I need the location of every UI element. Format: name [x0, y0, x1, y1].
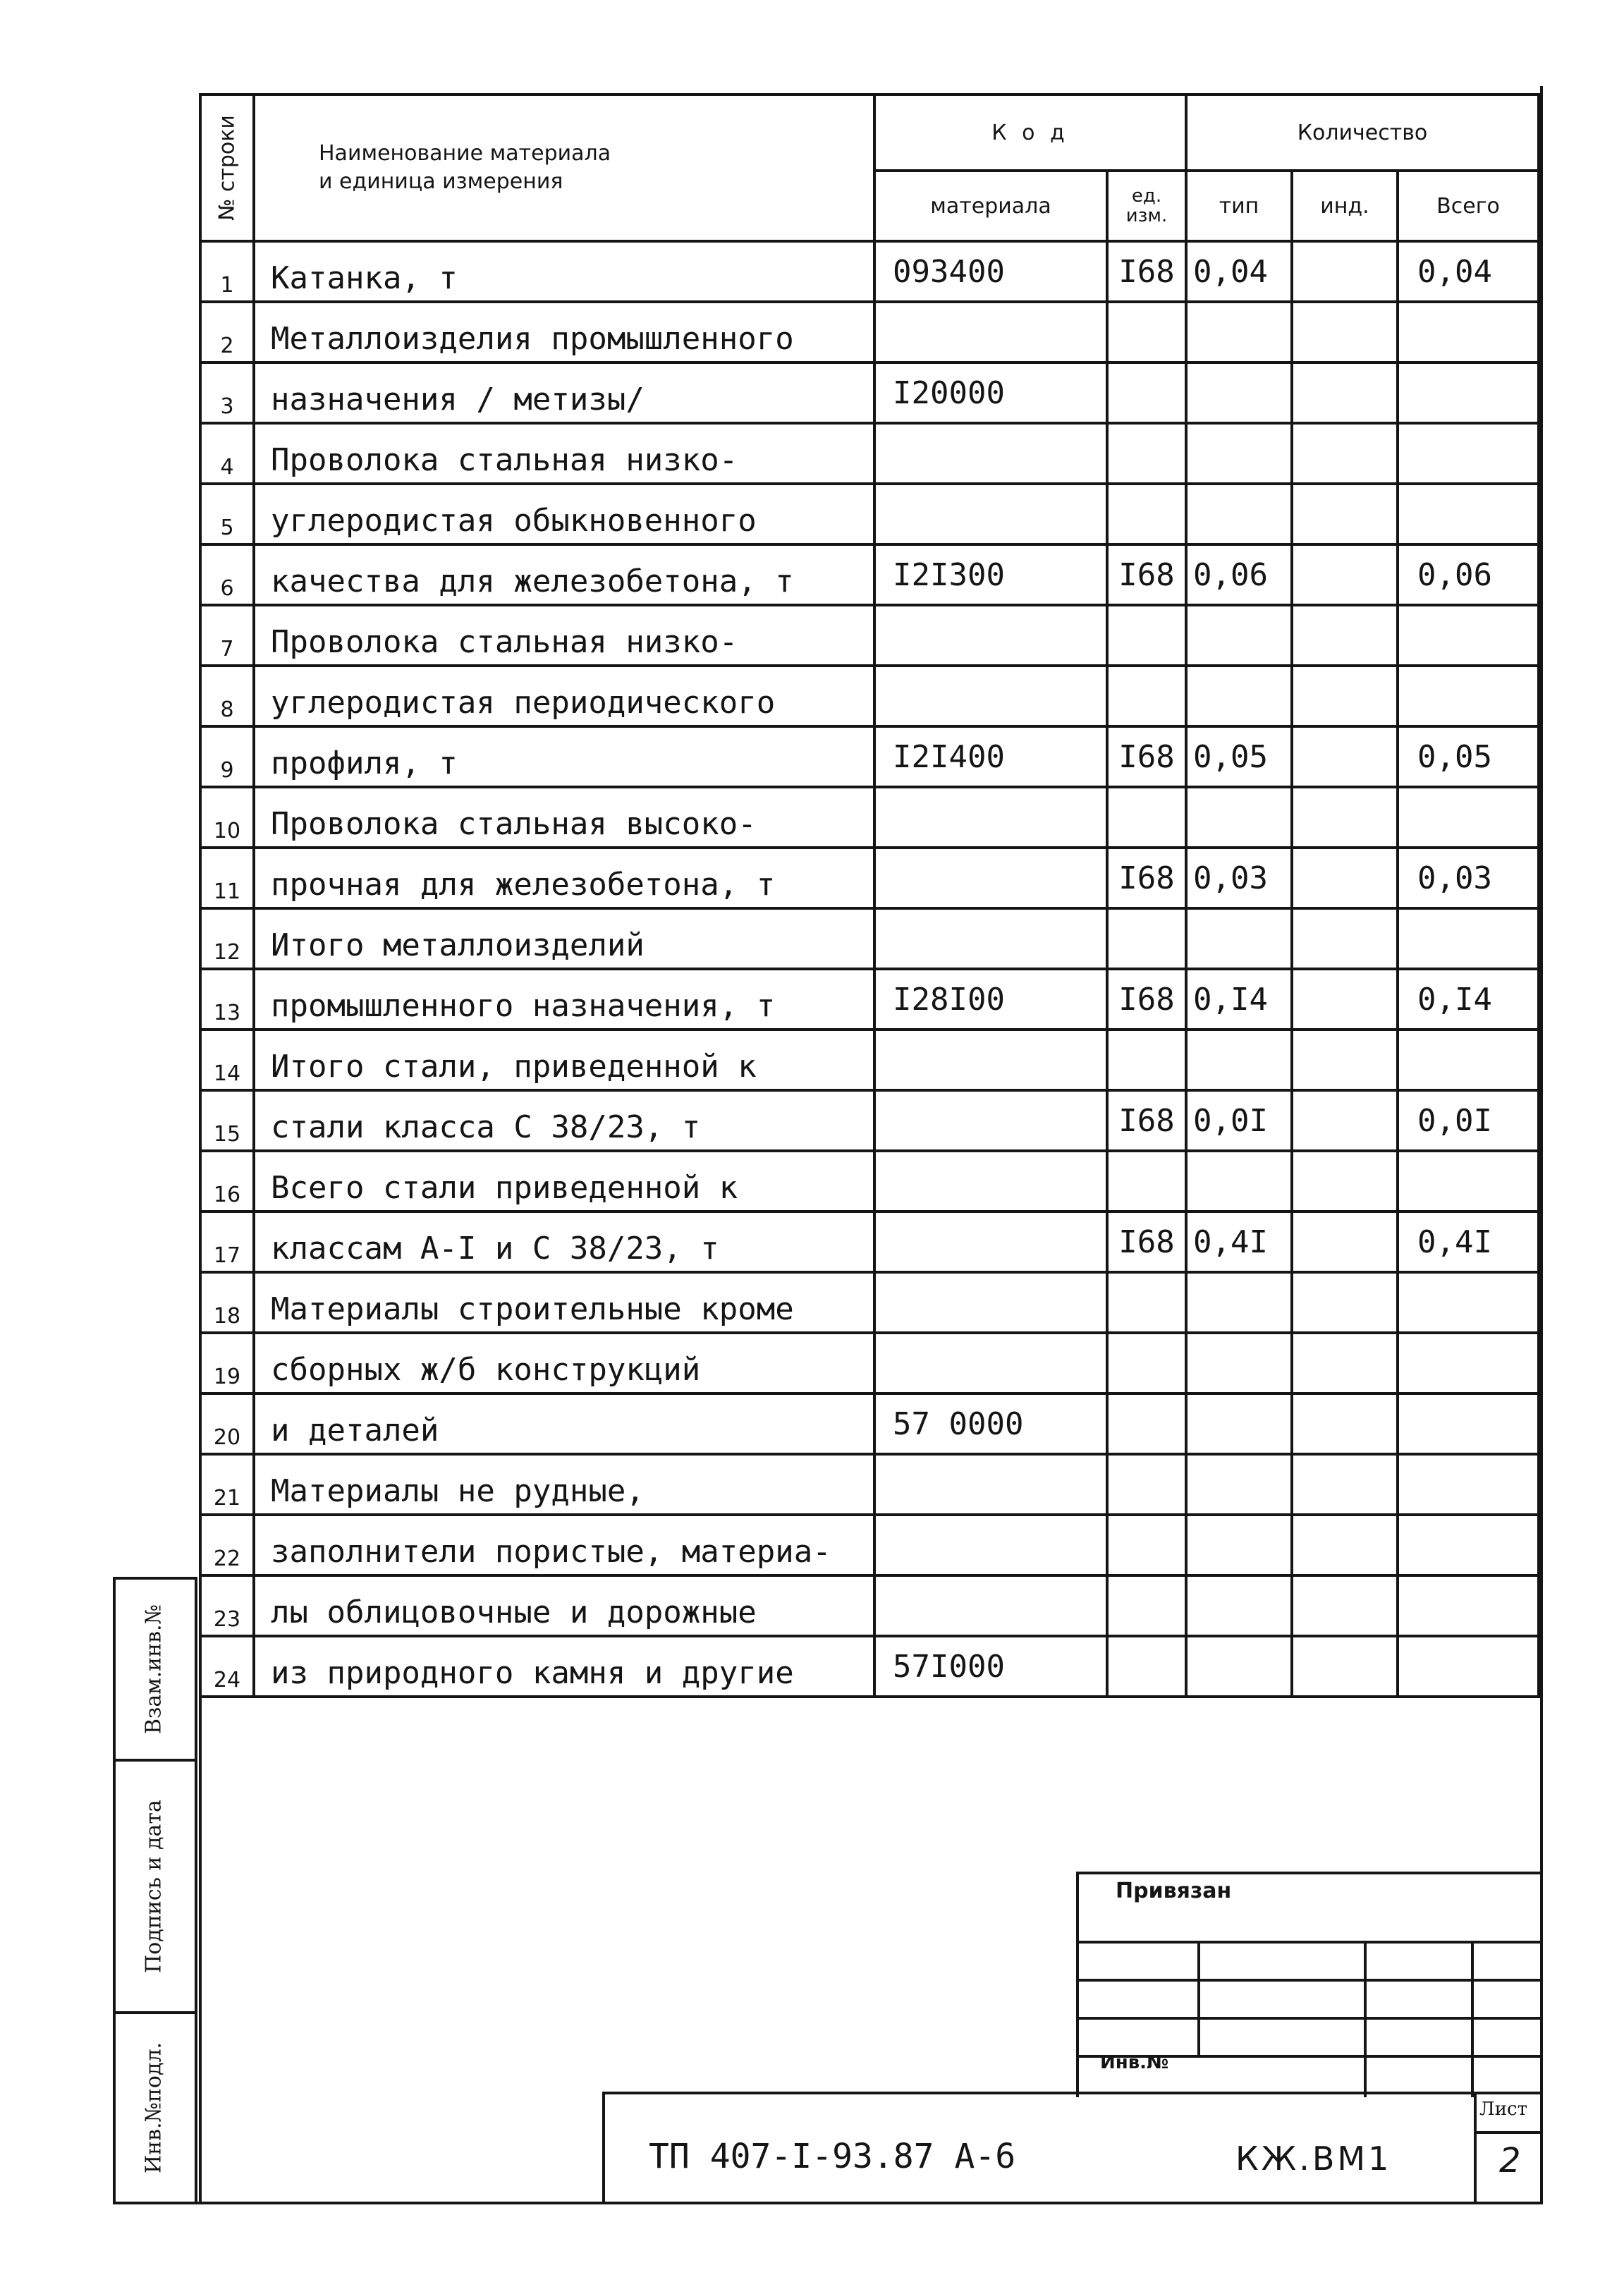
qty-ind [1292, 241, 1398, 302]
qty-typ: 0,06 [1186, 544, 1292, 605]
titleblock-left [602, 2092, 605, 2204]
material-code [874, 787, 1107, 848]
unit-code: I68 [1107, 241, 1186, 302]
unit-code [1107, 1575, 1186, 1636]
qty-ind [1292, 1272, 1398, 1333]
qty-typ [1186, 908, 1292, 969]
table-row [200, 1393, 1539, 1454]
stamp-grid-v2 [1364, 1941, 1367, 2097]
row-number: 15 [200, 1090, 254, 1151]
qty-total [1398, 787, 1539, 848]
material-code [874, 1151, 1107, 1212]
qty-total: 0,4I [1398, 1212, 1539, 1272]
qty-total [1398, 1272, 1539, 1333]
table-row [200, 484, 1539, 544]
qty-total [1398, 1515, 1539, 1575]
unit-code: I68 [1107, 726, 1186, 787]
qty-typ [1186, 1272, 1292, 1333]
qty-total [1398, 1636, 1539, 1697]
side-label-vzam: Взам.инв.№ [141, 1604, 166, 1734]
row-number: 10 [200, 787, 254, 848]
material-code: 57I000 [874, 1636, 1107, 1697]
material-name: углеродистая периодического [254, 666, 874, 726]
table-row [200, 1454, 1539, 1515]
header-code-unit: ед. изм. [1107, 171, 1186, 241]
table-row [200, 1212, 1539, 1272]
material-code [874, 1030, 1107, 1090]
qty-ind [1292, 969, 1398, 1030]
side-box-inv-podl [113, 2011, 197, 2204]
qty-ind [1292, 848, 1398, 908]
header-qty-typ: тип [1186, 171, 1292, 241]
material-code [874, 1575, 1107, 1636]
qty-typ: 0,05 [1186, 726, 1292, 787]
side-box-podpis [113, 1759, 197, 2014]
header-qty-ind: инд. [1292, 171, 1398, 241]
table-row [200, 241, 1539, 302]
qty-typ [1186, 1151, 1292, 1212]
header-code-group: К о д [874, 94, 1186, 171]
unit-code [1107, 1515, 1186, 1575]
row-number: 5 [200, 484, 254, 544]
qty-total: 0,03 [1398, 848, 1539, 908]
qty-ind [1292, 1393, 1398, 1454]
qty-typ: 0,I4 [1186, 969, 1292, 1030]
row-number: 19 [200, 1333, 254, 1393]
material-code [874, 1333, 1107, 1393]
unit-code [1107, 423, 1186, 484]
unit-code [1107, 1030, 1186, 1090]
side-label-podpis: Подпись и дата [141, 1800, 166, 1973]
material-code: I20000 [874, 362, 1107, 423]
titleblock-sheet-line [1474, 2131, 1543, 2134]
qty-ind [1292, 362, 1398, 423]
doc-mark: КЖ.ВМ1 [1235, 2140, 1392, 2178]
material-name: Материалы не рудные, [254, 1454, 874, 1515]
table-row [200, 787, 1539, 848]
row-number: 24 [200, 1636, 254, 1697]
row-number: 2 [200, 302, 254, 362]
qty-typ: 0,04 [1186, 241, 1292, 302]
privyazan-label: Привязан [1116, 1879, 1232, 1903]
table-row [200, 1030, 1539, 1090]
stamp-left [1076, 1872, 1079, 2097]
row-number: 3 [200, 362, 254, 423]
row-number: 1 [200, 241, 254, 302]
qty-total [1398, 1454, 1539, 1515]
frame-bottom [113, 2202, 1543, 2204]
table-row [200, 908, 1539, 969]
row-number: 16 [200, 1151, 254, 1212]
material-name: стали класса С 38/23, т [254, 1090, 874, 1151]
table-row [200, 1151, 1539, 1212]
material-name: классам А-I и С 38/23, т [254, 1212, 874, 1272]
material-name: Итого металлоизделий [254, 908, 874, 969]
table-row [200, 1636, 1539, 1697]
row-number: 23 [200, 1575, 254, 1636]
material-name: сборных ж/б конструкций [254, 1333, 874, 1393]
table-row [200, 1090, 1539, 1151]
qty-total [1398, 362, 1539, 423]
qty-ind [1292, 1636, 1398, 1697]
unit-code: I68 [1107, 848, 1186, 908]
qty-total [1398, 1151, 1539, 1212]
qty-typ [1186, 1393, 1292, 1454]
sheet-number: 2 [1499, 2141, 1521, 2180]
qty-typ [1186, 1515, 1292, 1575]
qty-ind [1292, 484, 1398, 544]
qty-total [1398, 1393, 1539, 1454]
material-name: Материалы строительные кроме [254, 1272, 874, 1333]
unit-code [1107, 1272, 1186, 1333]
row-number: 17 [200, 1212, 254, 1272]
unit-code [1107, 666, 1186, 726]
unit-code: I68 [1107, 544, 1186, 605]
unit-code [1107, 1151, 1186, 1212]
row-number: 18 [200, 1272, 254, 1333]
unit-code: I68 [1107, 1090, 1186, 1151]
unit-code [1107, 787, 1186, 848]
qty-ind [1292, 1212, 1398, 1272]
material-code [874, 1272, 1107, 1333]
qty-typ [1186, 484, 1292, 544]
material-name: и деталей [254, 1393, 874, 1454]
table-row [200, 1515, 1539, 1575]
material-name: Катанка, т [254, 241, 874, 302]
qty-typ [1186, 1636, 1292, 1697]
table-row [200, 666, 1539, 726]
material-name: Всего стали приведенной к [254, 1151, 874, 1212]
material-name: прочная для железобетона, т [254, 848, 874, 908]
side-box-vzam [113, 1577, 197, 1762]
row-number: 12 [200, 908, 254, 969]
material-name: качества для железобетона, т [254, 544, 874, 605]
qty-ind [1292, 1030, 1398, 1090]
material-name: лы облицовочные и дорожные [254, 1575, 874, 1636]
material-name: Итого стали, приведенной к [254, 1030, 874, 1090]
material-code [874, 666, 1107, 726]
material-name: промышленного назначения, т [254, 969, 874, 1030]
qty-total [1398, 423, 1539, 484]
stamp-grid-v1 [1197, 1941, 1200, 2055]
material-code [874, 605, 1107, 666]
material-code [874, 484, 1107, 544]
header-code-material: материала [874, 171, 1107, 241]
qty-typ [1186, 605, 1292, 666]
qty-typ: 0,4I [1186, 1212, 1292, 1272]
unit-code [1107, 1393, 1186, 1454]
table-row [200, 848, 1539, 908]
unit-code: I68 [1107, 969, 1186, 1030]
qty-total [1398, 666, 1539, 726]
qty-typ [1186, 302, 1292, 362]
qty-ind [1292, 605, 1398, 666]
header-material-name: Наименование материала и единица измерения [254, 94, 874, 241]
qty-typ [1186, 787, 1292, 848]
qty-ind [1292, 1090, 1398, 1151]
qty-ind [1292, 1333, 1398, 1393]
qty-total [1398, 1575, 1539, 1636]
row-number: 11 [200, 848, 254, 908]
qty-typ [1186, 1454, 1292, 1515]
qty-ind [1292, 302, 1398, 362]
material-code [874, 1515, 1107, 1575]
unit-code [1107, 484, 1186, 544]
table-row [200, 1333, 1539, 1393]
qty-ind [1292, 423, 1398, 484]
material-name: из природного камня и другие [254, 1636, 874, 1697]
table-row [200, 969, 1539, 1030]
table-row [200, 302, 1539, 362]
material-code [874, 1454, 1107, 1515]
header-qty-total: Всего [1398, 171, 1539, 241]
qty-ind [1292, 544, 1398, 605]
material-name: назначения / метизы/ [254, 362, 874, 423]
material-name: Проволока стальная низко- [254, 423, 874, 484]
inv-no-label: Инв.№ [1100, 2052, 1169, 2073]
table-row [200, 605, 1539, 666]
material-code: 093400 [874, 241, 1107, 302]
table-row [200, 544, 1539, 605]
table-row [200, 726, 1539, 787]
row-number: 8 [200, 666, 254, 726]
stamp-top [1076, 1872, 1543, 1874]
table-row [200, 1575, 1539, 1636]
row-number: 6 [200, 544, 254, 605]
qty-total: 0,04 [1398, 241, 1539, 302]
doc-code: ТП 407-I-93.87 А-6 [649, 2137, 1016, 2176]
material-name: Проволока стальная высоко- [254, 787, 874, 848]
material-name: профиля, т [254, 726, 874, 787]
row-number: 13 [200, 969, 254, 1030]
unit-code: I68 [1107, 1212, 1186, 1272]
material-name: Металлоизделия промышленного [254, 302, 874, 362]
sheet-label: Лист [1479, 2099, 1527, 2120]
qty-typ [1186, 666, 1292, 726]
qty-ind [1292, 1575, 1398, 1636]
unit-code [1107, 908, 1186, 969]
row-number: 9 [200, 726, 254, 787]
qty-ind [1292, 726, 1398, 787]
qty-ind [1292, 908, 1398, 969]
header-row-number: № строки [200, 94, 254, 241]
titleblock-top [602, 2092, 1543, 2094]
frame-left [199, 1647, 202, 2204]
material-code [874, 302, 1107, 362]
unit-code [1107, 1454, 1186, 1515]
material-code [874, 908, 1107, 969]
stamp-grid-v3 [1471, 1941, 1474, 2097]
table-row [200, 1272, 1539, 1333]
unit-code [1107, 1636, 1186, 1697]
qty-total [1398, 605, 1539, 666]
header-quantity-group: Количество [1186, 94, 1539, 171]
qty-typ [1186, 1333, 1292, 1393]
material-name: углеродистая обыкновенного [254, 484, 874, 544]
material-code [874, 423, 1107, 484]
qty-total: 0,06 [1398, 544, 1539, 605]
qty-ind [1292, 1454, 1398, 1515]
unit-code [1107, 302, 1186, 362]
qty-ind [1292, 666, 1398, 726]
table-row [200, 423, 1539, 484]
material-code [874, 1090, 1107, 1151]
qty-ind [1292, 787, 1398, 848]
unit-code [1107, 1333, 1186, 1393]
qty-total [1398, 1030, 1539, 1090]
qty-typ [1186, 1575, 1292, 1636]
material-code [874, 1212, 1107, 1272]
frame-right [1540, 86, 1543, 2204]
qty-typ [1186, 362, 1292, 423]
table-row [200, 362, 1539, 423]
qty-typ: 0,0I [1186, 1090, 1292, 1151]
qty-total [1398, 484, 1539, 544]
row-number: 20 [200, 1393, 254, 1454]
qty-typ [1186, 423, 1292, 484]
qty-typ: 0,03 [1186, 848, 1292, 908]
qty-total: 0,I4 [1398, 969, 1539, 1030]
qty-ind [1292, 1515, 1398, 1575]
row-number: 22 [200, 1515, 254, 1575]
qty-total [1398, 1333, 1539, 1393]
row-number: 21 [200, 1454, 254, 1515]
qty-total: 0,05 [1398, 726, 1539, 787]
material-code [874, 848, 1107, 908]
side-label-inv-podl: Инв.№подл. [141, 2042, 166, 2174]
material-name: Проволока стальная низко- [254, 605, 874, 666]
qty-typ [1186, 1030, 1292, 1090]
materials-table [199, 93, 1540, 1698]
qty-ind [1292, 1151, 1398, 1212]
qty-total: 0,0I [1398, 1090, 1539, 1151]
material-code: I28I00 [874, 969, 1107, 1030]
material-code: I2I400 [874, 726, 1107, 787]
unit-code [1107, 605, 1186, 666]
material-code: I2I300 [874, 544, 1107, 605]
row-number: 7 [200, 605, 254, 666]
titleblock-sheet-divider [1474, 2092, 1477, 2204]
qty-total [1398, 908, 1539, 969]
material-code: 57 0000 [874, 1393, 1107, 1454]
qty-total [1398, 302, 1539, 362]
material-name: заполнители пористые, материа- [254, 1515, 874, 1575]
row-number: 14 [200, 1030, 254, 1090]
row-number: 4 [200, 423, 254, 484]
unit-code [1107, 362, 1186, 423]
